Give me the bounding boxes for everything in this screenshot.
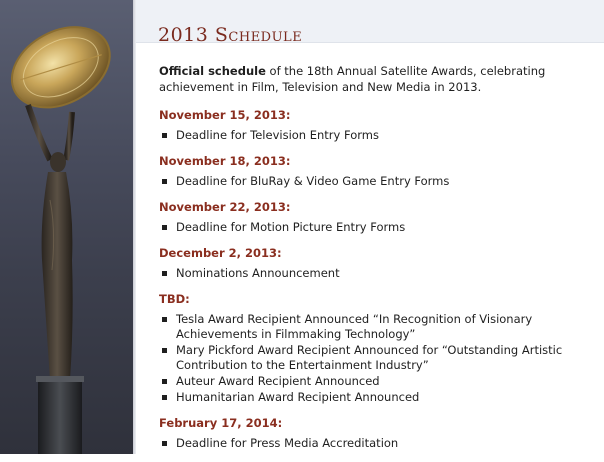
intro-text: of the 18th Annual Satellite Awards, celebrating achievement in Film, Television and New Media in 2013. <box>159 64 546 94</box>
schedule-items <box>159 128 587 143</box>
schedule-items <box>159 220 587 235</box>
schedule-section <box>159 108 587 143</box>
schedule-date: November 15, 2013: <box>159 108 291 122</box>
schedule-section <box>159 154 587 189</box>
schedule-content <box>159 63 587 462</box>
schedule-item: Humanitarian Award Recipient Announced <box>159 390 587 405</box>
schedule-item: Mary Pickford Award Recipient Announced for “Outstanding Artistic Contribution to the Entertainment Industry” <box>159 343 587 373</box>
schedule-items <box>159 436 587 451</box>
schedule-section <box>159 200 587 235</box>
intro-bold: Official schedule <box>159 64 266 78</box>
intro-paragraph <box>159 63 587 95</box>
schedule-item: Deadline for Motion Picture Entry Forms <box>159 220 587 235</box>
trophy-image <box>0 0 133 454</box>
schedule-date: November 18, 2013: <box>159 154 291 168</box>
schedule-item: Nominations Announcement <box>159 266 587 281</box>
schedule-date: February 17, 2014: <box>159 416 283 430</box>
schedule-date: December 2, 2013: <box>159 246 282 260</box>
schedule-section <box>159 292 587 405</box>
schedule-items <box>159 266 587 281</box>
trophy-illustration <box>0 0 133 454</box>
schedule-section <box>159 416 587 451</box>
schedule-list <box>159 108 587 451</box>
schedule-items <box>159 174 587 189</box>
schedule-date: November 22, 2013: <box>159 200 291 214</box>
schedule-section <box>159 246 587 281</box>
schedule-item: Deadline for Press Media Accreditation <box>159 436 587 451</box>
schedule-item: Tesla Award Recipient Announced “In Recognition of Visionary Achievements in Filmmaking Technology” <box>159 312 587 342</box>
panel-divider <box>133 0 136 454</box>
schedule-item: Deadline for BluRay & Video Game Entry Forms <box>159 174 587 189</box>
page-title: 2013 Schedule <box>158 23 303 46</box>
schedule-items <box>159 312 587 405</box>
schedule-item: Deadline for Television Entry Forms <box>159 128 587 143</box>
schedule-date: TBD: <box>159 292 190 306</box>
page-header <box>136 0 604 46</box>
schedule-item: Auteur Award Recipient Announced <box>159 374 587 389</box>
